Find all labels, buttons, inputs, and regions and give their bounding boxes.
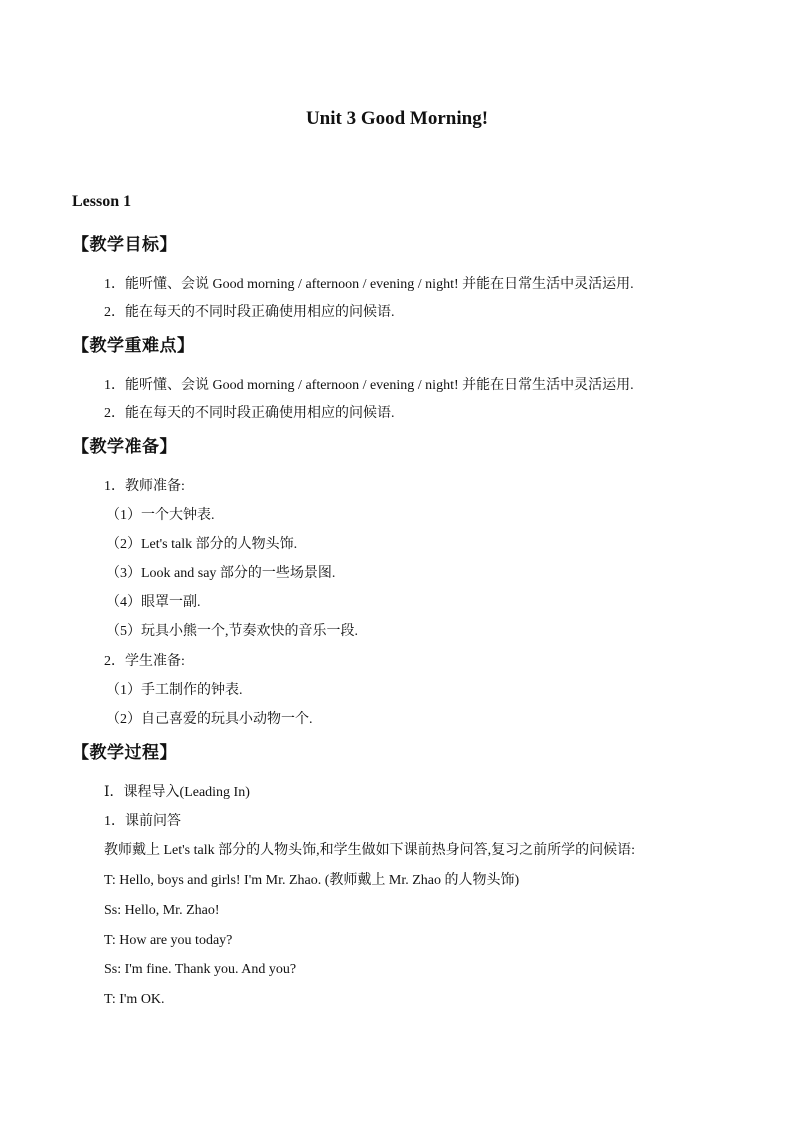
process-sub-title: 1．课前问答 [104,814,181,829]
lesson-heading: Lesson 1 [72,193,132,210]
process-step-title: Ⅰ．课程导入(Leading In) [104,785,250,800]
teacher-prep-item: （5）玩具小熊一个,节奏欢快的音乐一段. [106,624,358,639]
student-prep-item: （2）自己喜爱的玩具小动物一个. [106,712,313,727]
objective-item: 2．能在每天的不同时段正确使用相应的问候语. [104,305,395,320]
key-point-item: 1．能听懂、会说 Good morning / afternoon / evening / night! 并能在日常生活中灵活运用. [104,378,634,393]
student-prep-item: （1）手工制作的钟表. [106,683,243,698]
student-prep-label: 2．学生准备: [104,654,185,669]
teacher-prep-item: （4）眼罩一副. [106,595,201,610]
section-heading-objectives: 【教学目标】 [72,235,177,255]
dialogue-line: T: Hello, boys and girls! I'm Mr. Zhao. (教师戴上 Mr. Zhao 的人物头饰) [104,873,520,888]
dialogue-line: T: I'm OK. [104,992,165,1007]
section-heading-preparation: 【教学准备】 [72,437,177,457]
section-heading-process: 【教学过程】 [72,743,177,763]
key-point-item: 2．能在每天的不同时段正确使用相应的问候语. [104,406,395,421]
teacher-prep-item: （2）Let's talk 部分的人物头饰. [106,537,298,552]
process-intro: 教师戴上 Let's talk 部分的人物头饰,和学生做如下课前热身问答,复习之前所学的问候语: [104,843,636,858]
dialogue-line: Ss: I'm fine. Thank you. And you? [104,962,297,977]
teacher-prep-item: （1）一个大钟表. [106,508,215,523]
teacher-prep-item: （3）Look and say 部分的一些场景图. [106,566,336,581]
document-title: Unit 3 Good Morning! [305,108,489,129]
section-heading-key-points: 【教学重难点】 [72,336,195,356]
teacher-prep-label: 1．教师准备: [104,479,185,494]
dialogue-line: T: How are you today? [104,933,233,948]
objective-item: 1．能听懂、会说 Good morning / afternoon / evening / night! 并能在日常生活中灵活运用. [104,277,634,292]
dialogue-line: Ss: Hello, Mr. Zhao! [104,903,220,918]
